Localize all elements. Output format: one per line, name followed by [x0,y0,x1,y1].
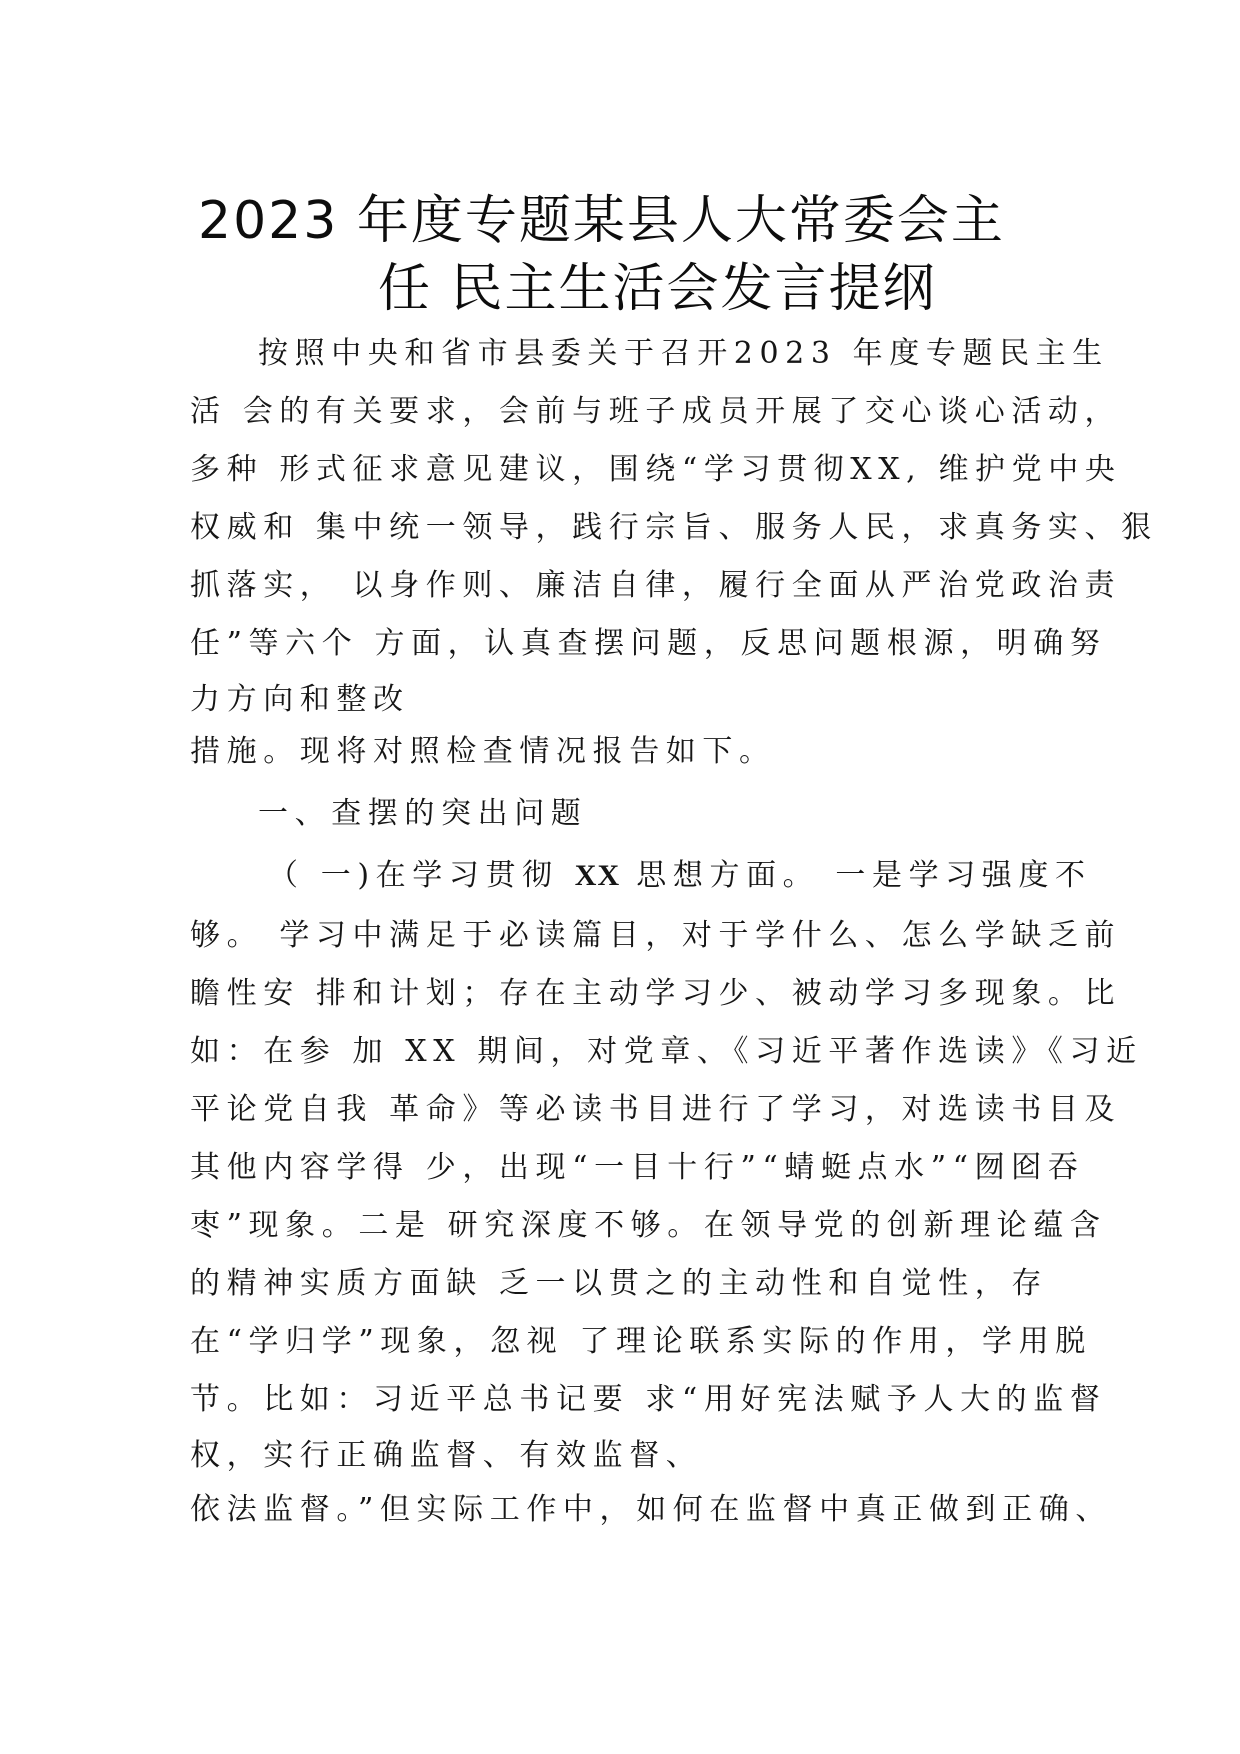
paragraph-line: 抓落实， 以身作则、廉洁自律，履行全面从严治党政治责 [190,568,1122,603]
section-heading: 一、查摆的突出问题 [258,796,588,831]
paragraph-line: 平论党自我 革命》等必读书目进行了学习，对选读书目及 [190,1092,1122,1127]
paragraph-line: 如：在参 加 XX 期间，对党章、《习近平著作选读》《习近 [190,1034,1143,1069]
paragraph-line: 措施。现将对照检查情况报告如下。 [190,734,776,769]
paragraph-line: 按照中央和省市县委关于召开2023 年度专题民主生 [258,336,1109,371]
paragraph-line: 在“学归学”现象，忽视 了理论联系实际的作用，学用脱 [190,1324,1092,1359]
subsection-prefix: （ 一)在学习贯彻 [268,858,559,893]
paragraph-line: 多种 形式征求意见建议，围绕“学习贯彻XX, 维护党中央 [190,452,1122,487]
paragraph-line: 节。比如：习近平总书记要 求“用好宪法赋予人大的监督 [190,1382,1107,1417]
subsection-suffix: 思想方面。 一是学习强度不 [636,858,1092,893]
paragraph-line: 的精神实质方面缺 乏一以贯之的主动性和自觉性，存 [190,1266,1048,1301]
paragraph-line: 任”等六个 方面，认真查摆问题，反思问题根源，明确努 [190,626,1107,661]
document-title-line-2: 任 民主生活会发言提纲 [378,259,937,319]
subsection-heading-line [268,856,1092,896]
paragraph-line: 枣”现象。二是 研究深度不够。在领导党的创新理论蕴含 [190,1208,1107,1243]
paragraph-line: 权威和 集中统一领导，践行宗旨、服务人民，求真务实、狠 [190,510,1158,545]
paragraph-line: 活 会的有关要求，会前与班子成员开展了交心谈心活动， [190,394,1122,429]
paragraph-line: 瞻性安 排和计划；存在主动学习少、被动学习多现象。比 [190,976,1122,1011]
paragraph-line: 其他内容学得 少，出现“一目十行”“蜻蜓点水”“囫囵吞 [190,1150,1085,1185]
paragraph-line: 够。 学习中满足于必读篇目，对于学什么、怎么学缺乏前 [190,918,1122,953]
paragraph-line: 依法监督。”但实际工作中，如何在监督中真正做到正确、 [190,1492,1112,1527]
subsection-keyword: XX [574,859,621,892]
paragraph-line: 力方向和整改 [190,682,410,717]
paragraph-line: 权，实行正确监督、有效监督、 [190,1438,703,1473]
document-title-line-1: 2023 年度专题某县人大常委会主 [198,191,1005,251]
